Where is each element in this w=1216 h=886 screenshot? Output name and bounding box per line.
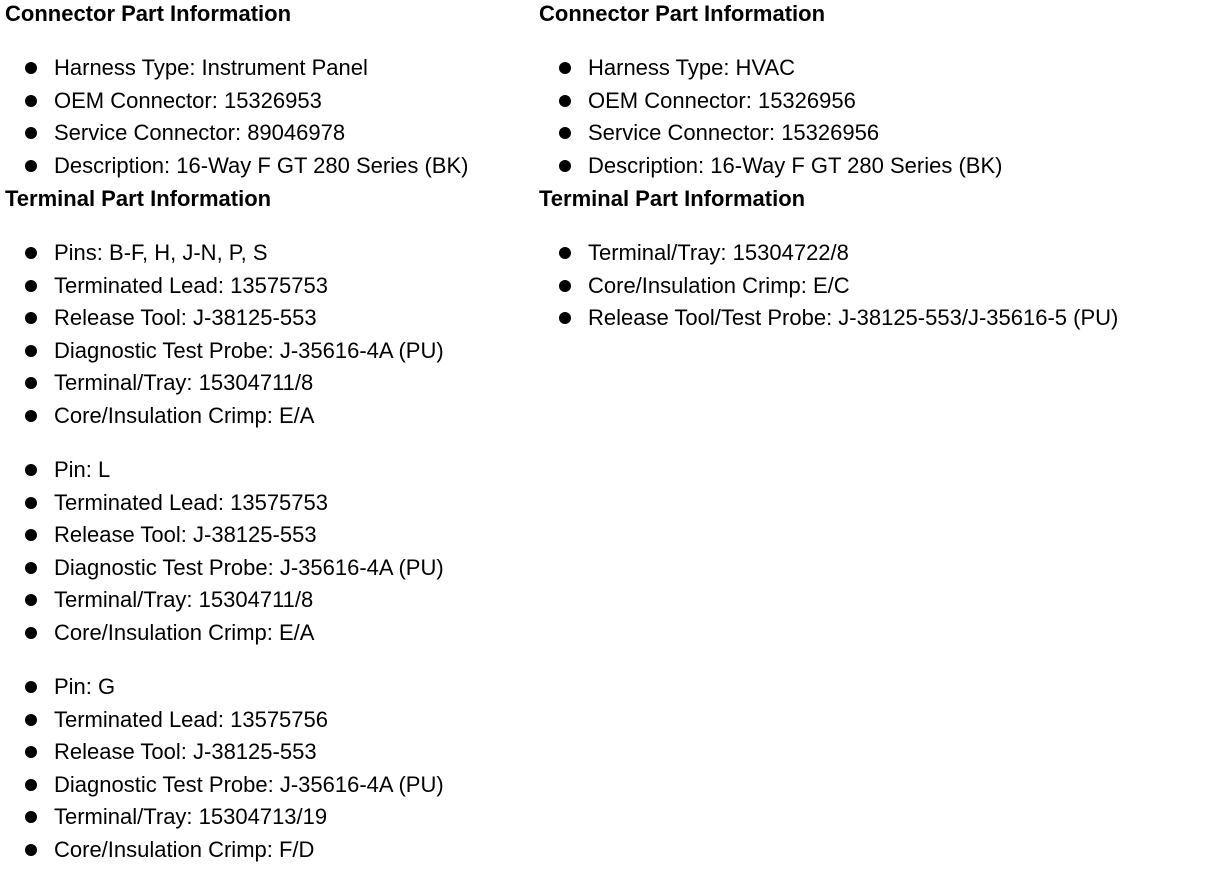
list-item: [5, 671, 535, 704]
list-item: [539, 117, 1209, 150]
list-item: [5, 237, 535, 270]
bullet-icon: [559, 280, 571, 292]
item-text: Core/Insulation Crimp: E/A: [54, 402, 315, 428]
item-text: Release Tool: J-38125-553: [54, 522, 317, 547]
connector-info-list: [5, 52, 535, 182]
item-text: Terminated Lead: 13575753: [54, 272, 328, 298]
list-item: [539, 237, 1209, 270]
terminal-group-2: [5, 454, 535, 649]
list-item: [5, 52, 535, 85]
bullet-icon: [25, 312, 37, 324]
list-item: [5, 704, 535, 737]
bullet-icon: [25, 594, 37, 606]
item-text: Release Tool/Test Probe: J-38125-553/J-35616-5 (PU): [588, 305, 1119, 330]
list-item: [5, 519, 535, 552]
list-item: [539, 85, 1209, 118]
item-text: Terminal/Tray: 15304722/8: [588, 240, 849, 265]
item-text: Core/Insulation Crimp: E/A: [54, 619, 315, 645]
bullet-icon: [25, 377, 37, 389]
bullet-icon: [25, 62, 37, 74]
bullet-icon: [559, 247, 571, 259]
bullet-icon: [25, 681, 37, 693]
bullet-icon: [559, 160, 571, 172]
list-item: [5, 117, 535, 150]
bullet-icon: [25, 562, 37, 574]
item-text: Diagnostic Test Probe: J-35616-4A (PU): [54, 554, 444, 580]
list-item: [539, 52, 1209, 85]
bullet-icon: [559, 127, 571, 139]
list-item: [5, 335, 535, 368]
item-text: Terminal/Tray: 15304711/8: [54, 587, 314, 612]
list-item: [539, 302, 1209, 335]
connector-info-list: [539, 52, 1209, 182]
item-text: Pins: B-F, H, J-N, P, S: [54, 240, 268, 265]
left-column: [5, 0, 535, 866]
list-item: [5, 400, 535, 433]
list-item: [5, 801, 535, 834]
bullet-icon: [25, 529, 37, 541]
bullet-icon: [25, 627, 37, 639]
list-item: [5, 584, 535, 617]
list-item: [539, 150, 1209, 183]
item-text: Harness Type: HVAC: [588, 55, 796, 80]
item-text: OEM Connector: 15326956: [588, 87, 856, 113]
list-item: [5, 769, 535, 802]
list-item: [5, 552, 535, 585]
item-text: Description: 16-Way F GT 280 Series (BK): [588, 152, 1003, 178]
bullet-icon: [25, 464, 37, 476]
list-item: [5, 302, 535, 335]
item-text: Terminal/Tray: 15304713/19: [54, 804, 328, 829]
item-text: Terminal/Tray: 15304711/8: [54, 370, 314, 395]
terminal-group-3: [5, 671, 535, 866]
bullet-icon: [25, 844, 37, 856]
bullet-icon: [25, 160, 37, 172]
bullet-icon: [25, 779, 37, 791]
terminal-group-1: [5, 237, 535, 432]
item-text: Service Connector: 15326956: [588, 120, 880, 145]
list-item: [5, 617, 535, 650]
item-text: Diagnostic Test Probe: J-35616-4A (PU): [54, 337, 444, 363]
item-text: Harness Type: Instrument Panel: [54, 55, 368, 80]
terminal-info-heading: Terminal Part Information: [539, 186, 806, 211]
list-item: [5, 736, 535, 769]
bullet-icon: [25, 746, 37, 758]
bullet-icon: [25, 247, 37, 259]
item-text: Release Tool: J-38125-553: [54, 739, 317, 764]
item-text: Pin: L: [54, 457, 111, 482]
bullet-icon: [25, 410, 37, 422]
bullet-icon: [25, 280, 37, 292]
item-text: Terminated Lead: 13575753: [54, 489, 328, 515]
bullet-icon: [25, 811, 37, 823]
item-text: Terminated Lead: 13575756: [54, 706, 328, 732]
bullet-icon: [559, 312, 571, 324]
bullet-icon: [559, 62, 571, 74]
bullet-icon: [25, 497, 37, 509]
item-text: Pin: G: [54, 674, 116, 699]
list-item: [5, 85, 535, 118]
connector-info-heading: Connector Part Information: [539, 1, 826, 26]
item-text: Service Connector: 89046978: [54, 120, 346, 145]
item-text: Description: 16-Way F GT 280 Series (BK): [54, 152, 469, 178]
list-item: [5, 270, 535, 303]
list-item: [5, 367, 535, 400]
connector-info-heading: Connector Part Information: [5, 1, 292, 26]
bullet-icon: [25, 95, 37, 107]
list-item: [5, 487, 535, 520]
item-text: Diagnostic Test Probe: J-35616-4A (PU): [54, 771, 444, 797]
right-column: [539, 0, 1209, 335]
list-item: [5, 150, 535, 183]
terminal-info-heading: Terminal Part Information: [5, 186, 272, 211]
bullet-icon: [25, 345, 37, 357]
item-text: Core/Insulation Crimp: E/C: [588, 272, 850, 298]
terminal-group-1: [539, 237, 1209, 335]
bullet-icon: [559, 95, 571, 107]
item-text: Core/Insulation Crimp: F/D: [54, 836, 315, 862]
item-text: Release Tool: J-38125-553: [54, 305, 317, 330]
list-item: [5, 834, 535, 867]
bullet-icon: [25, 714, 37, 726]
item-text: OEM Connector: 15326953: [54, 87, 322, 113]
bullet-icon: [25, 127, 37, 139]
list-item: [539, 270, 1209, 303]
list-item: [5, 454, 535, 487]
